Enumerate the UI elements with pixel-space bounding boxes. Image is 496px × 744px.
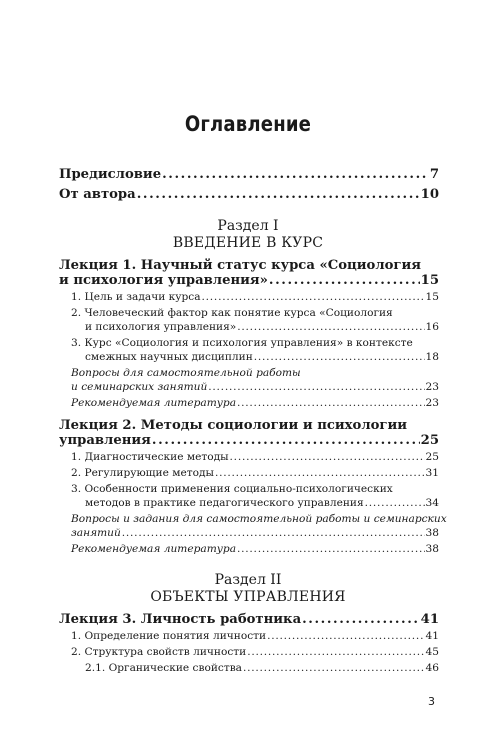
toc-entry-label: Рекомендуемая литература — [71, 543, 237, 555]
toc-subentry[interactable] — [85, 321, 439, 333]
dot-leader — [202, 291, 425, 303]
lecture-title-line1[interactable]: Лекция 1. Научный статус курса «Социология — [59, 258, 422, 273]
dot-leader — [137, 187, 420, 202]
toc-entry-label: 2. Структура свойств личности — [71, 646, 247, 658]
section-name: ОБЪЕКТЫ УПРАВЛЕНИЯ — [150, 589, 346, 605]
toc-entry-label: управления — [59, 433, 151, 448]
section-heading: Раздел II — [214, 572, 282, 588]
dot-leader — [237, 397, 425, 409]
toc-entry-page: 38 — [425, 543, 439, 555]
dot-leader — [215, 467, 425, 479]
toc-entry-label: От автора — [59, 187, 136, 202]
toc-entry-label: 2. Регулирующие методы — [71, 467, 214, 479]
toc-entry-page: 18 — [425, 351, 439, 363]
toc-entry-label: и психология управления» — [59, 273, 268, 288]
toc-entry-label: 1. Цель и задачи курса — [71, 291, 201, 303]
section-heading: Раздел I — [217, 218, 279, 234]
page-title: Оглавление — [184, 112, 312, 136]
toc-entry-label: 1. Диагностические методы — [71, 451, 229, 463]
toc-entry-author[interactable] — [59, 187, 439, 202]
toc-entry-preface[interactable] — [59, 167, 439, 182]
lecture-title-line1[interactable]: Лекция 2. Методы социологии и психологии — [59, 418, 408, 433]
toc-entry-label: 1. Определение понятия личности — [71, 630, 267, 642]
toc-entry-label: смежных научных дисциплин — [85, 351, 253, 363]
toc-subentry-line1[interactable]: Вопросы для самостоятельной работы — [71, 367, 301, 379]
toc-subentry-line1[interactable]: 2. Человеческий фактор как понятие курса «Социология — [71, 307, 393, 319]
toc-subentry[interactable] — [85, 497, 439, 509]
dot-leader — [237, 543, 425, 555]
section-name: ВВЕДЕНИЕ В КУРС — [172, 235, 324, 251]
toc-subentry[interactable] — [71, 543, 439, 555]
toc-subentry[interactable] — [71, 381, 439, 393]
dot-leader — [269, 273, 420, 288]
toc-entry-page: 15 — [425, 291, 439, 303]
toc-subentry-line1[interactable]: Вопросы и задания для самостоятельной работы и семинарских — [71, 513, 447, 525]
toc-entry-page: 41 — [420, 612, 439, 627]
toc-entry-page: 7 — [429, 167, 439, 182]
toc-subentry[interactable] — [71, 291, 439, 303]
toc-entry-page: 25 — [420, 433, 439, 448]
toc-entry-label: Лекция 3. Личность работника — [59, 612, 302, 627]
toc-subentry[interactable] — [71, 630, 439, 642]
toc-subsubentry[interactable] — [85, 662, 439, 674]
dot-leader — [122, 527, 425, 539]
toc-entry-label: методов в практике педагогического управления — [85, 497, 364, 509]
toc-entry-lecture-1[interactable] — [59, 273, 439, 288]
dot-leader — [152, 433, 420, 448]
toc-subentry[interactable] — [71, 467, 439, 479]
toc-entry-page: 41 — [425, 630, 439, 642]
toc-entry-page: 23 — [425, 397, 439, 409]
dot-leader — [208, 381, 424, 393]
toc-entry-lecture-2[interactable] — [59, 433, 439, 448]
toc-entry-page: 34 — [425, 497, 439, 509]
toc-entry-page: 23 — [425, 381, 439, 393]
dot-leader — [267, 630, 424, 642]
toc-entry-label: 2.1. Органические свойства — [85, 662, 242, 674]
toc-entry-label: и психология управления» — [85, 321, 237, 333]
toc-subentry[interactable] — [85, 351, 439, 363]
toc-subentry[interactable] — [71, 451, 439, 463]
toc-entry-label: занятий — [71, 527, 121, 539]
toc-entry-page: 25 — [425, 451, 439, 463]
dot-leader — [162, 167, 429, 182]
toc-entry-page: 10 — [420, 187, 439, 202]
toc-entry-label: Рекомендуемая литература — [71, 397, 237, 409]
page-number: 3 — [428, 695, 435, 708]
toc-entry-page: 15 — [420, 273, 439, 288]
dot-leader — [230, 451, 425, 463]
toc-entry-lecture-3[interactable] — [59, 612, 439, 627]
toc-entry-page: 38 — [425, 527, 439, 539]
toc-entry-page: 46 — [425, 662, 439, 674]
dot-leader — [365, 497, 425, 509]
toc-subentry-line1[interactable]: 3. Особенности применения социально-психологических — [71, 483, 393, 495]
toc-entry-label: Предисловие — [59, 167, 162, 182]
toc-subentry[interactable] — [71, 527, 439, 539]
toc-entry-label: и семинарских занятий — [71, 381, 208, 393]
dot-leader — [254, 351, 425, 363]
toc-entry-page: 31 — [425, 467, 439, 479]
dot-leader — [302, 612, 420, 627]
dot-leader — [247, 646, 424, 658]
toc-entry-page: 45 — [425, 646, 439, 658]
toc-subentry[interactable] — [71, 397, 439, 409]
dot-leader — [237, 321, 424, 333]
toc-entry-page: 16 — [425, 321, 439, 333]
dot-leader — [243, 662, 425, 674]
toc-subentry[interactable] — [71, 646, 439, 658]
toc-subentry-line1[interactable]: 3. Курс «Социология и психология управления» в контексте — [71, 337, 413, 349]
